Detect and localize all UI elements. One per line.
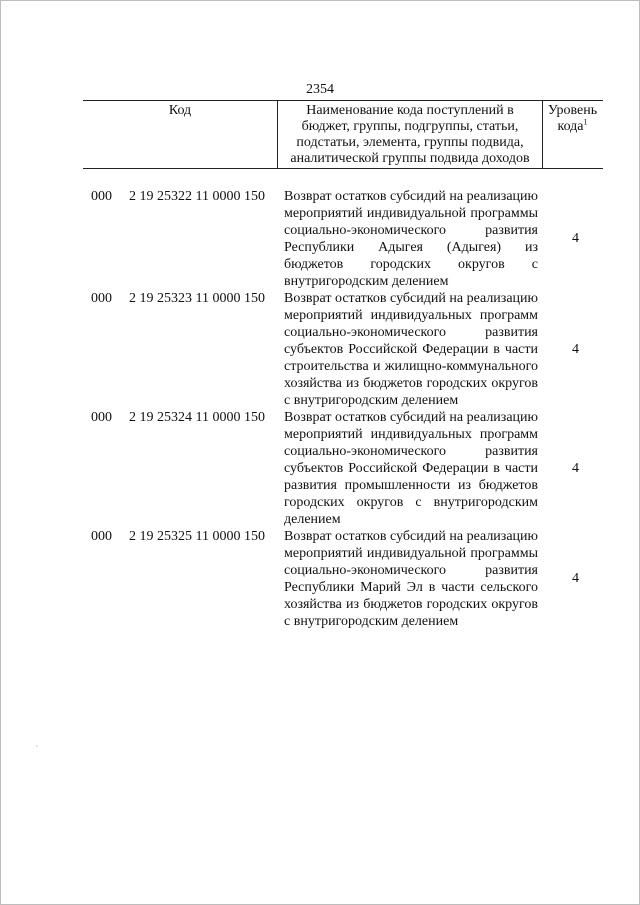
admin-code-cell: 000 (91, 410, 112, 425)
revenue-code-cell: 2 19 25325 11 0000 150 (129, 529, 265, 544)
revenue-name-cell: Возврат остатков субсидий на реализацию мероприятий индивидуальных программ социально-экономического развития субъектов Российской Федерации в части развития промышленности из бюджетов городских округов с внутригородским делением (284, 410, 538, 527)
footnote-marker: 1 (583, 117, 588, 127)
column-divider-code-name (277, 100, 278, 169)
column-header-code: Код (168, 103, 192, 118)
table-body (0, 188, 640, 630)
code-level-cell: 4 (572, 460, 579, 476)
column-header-level-text: Уровень кода (547, 103, 598, 134)
table-row (0, 290, 640, 409)
table-header-top-rule (83, 100, 603, 101)
table-row (0, 188, 640, 290)
code-level-cell: 4 (572, 231, 579, 246)
table-row (0, 528, 640, 630)
column-header-name: Наименование кода поступлений в бюджет, группы, подгруппы, статьи, подстатьи, элемента, группы подвида, аналитической группы подвида доходов (290, 103, 530, 166)
revenue-code-cell: 2 19 25323 11 0000 150 (129, 291, 265, 306)
admin-code-cell: 000 (91, 529, 112, 544)
column-header-level (542, 103, 603, 135)
revenue-code-cell: 2 19 25322 11 0000 150 (129, 189, 265, 204)
scan-artifact-mark: ' (36, 744, 38, 755)
page-number: 2354 (306, 82, 334, 97)
code-level-cell: 4 (572, 571, 579, 586)
revenue-name-cell: Возврат остатков субсидий на реализацию мероприятий индивидуальных программ социально-экономического развития субъектов Российской Федерации в части строительства и жилищно-коммунального хозяйства из бюджетов городских округов с внутригородским делением (284, 291, 538, 408)
revenue-name-cell: Возврат остатков субсидий на реализацию мероприятий индивидуальной программы социально-экономического развития Республики Адыгея (Адыгея) из бюджетов городских округов с внутригородским делением (284, 189, 538, 289)
table-row (0, 409, 640, 528)
admin-code-cell: 000 (91, 291, 112, 306)
table-header-bottom-rule (83, 168, 603, 169)
revenue-name-cell: Возврат остатков субсидий на реализацию мероприятий индивидуальной программы социально-экономического развития Республики Марий Эл в части сельского хозяйства из бюджетов городских округов с внутригородским делением (284, 529, 538, 629)
revenue-code-cell: 2 19 25324 11 0000 150 (129, 410, 265, 425)
code-level-cell: 4 (572, 341, 579, 357)
admin-code-cell: 000 (91, 189, 112, 204)
